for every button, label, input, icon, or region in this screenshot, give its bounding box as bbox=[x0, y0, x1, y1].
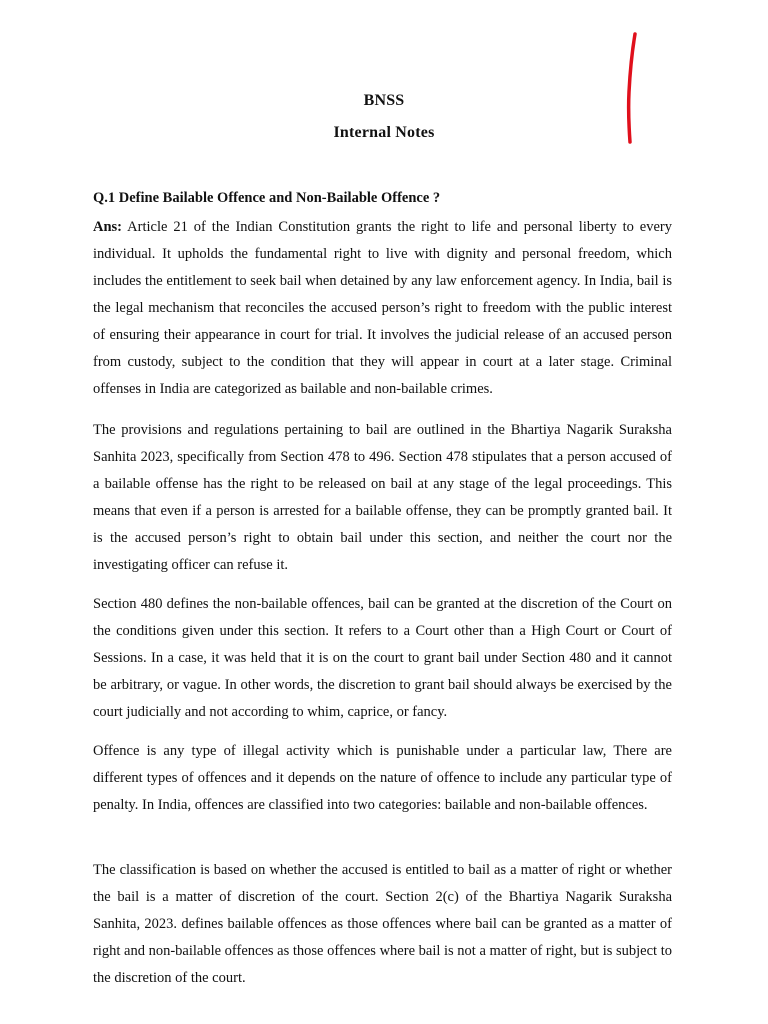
answer-paragraph-1-text: Article 21 of the Indian Constitution grants the right to life and personal liberty to every individual. It upholds the fundamental right to live with dignity and personal freedom, which includes the entitlement to seek bail when detained by any law enforcement agency. In India, bail is the legal mechanism that reconciles the accused person’s right to freedom with the public interest of ensuring their appearance in court for trial. It involves the judicial release of an accused person from custody, subject to the condition that they will appear in court at a later stage. Criminal offenses in India are categorized as bailable and non-bailable crimes. bbox=[93, 219, 672, 397]
document-title: BNSS bbox=[363, 92, 405, 109]
answer-paragraph-3: Section 480 defines the non-bailable offences, bail can be granted at the discretion of the Court on the conditions given under this section. It refers to a Court other than a High Court or Court of Sessions. In a case, it was held that it is on the court to grant bail under Section 480 and it cannot be arbitrary, or vague. In other words, the discretion to grant bail should always be exercised by the court judicially and not according to whim, caprice, or fancy. bbox=[93, 596, 672, 720]
answer-paragraph-5: The classification is based on whether the accused is entitled to bail as a matter of right or whether the bail is a matter of discretion of the court. Section 2(c) of the Bhartiya Nagarik Suraksha Sanhita, 2023. defines bailable offences as those offences where bail can be granted as a matter of right and non-bailable offences as those offences where bail is not a matter of right, but is subject to the discretion of the court. bbox=[93, 862, 672, 986]
answer-paragraph-1 bbox=[93, 214, 672, 403]
answer-paragraph-2: The provisions and regulations pertaining to bail are outlined in the Bhartiya Nagarik Suraksha Sanhita 2023, specifically from Section 478 to 496. Section 478 stipulates that a person accused of a bailable offense has the right to be released on bail at any stage of the legal proceedings. This means that even if a person is arrested for a bailable offense, they can be promptly granted bail. It is the accused person’s right to obtain bail under this section, and neither the court nor the investigating officer can refuse it. bbox=[93, 422, 672, 573]
question-heading: Q.1 Define Bailable Offence and Non-Bailable Offence ? bbox=[93, 190, 441, 206]
answer-paragraph-4: Offence is any type of illegal activity which is punishable under a particular law, There are different types of offences and it depends on the nature of offence to include any particular type of penalty. In India, offences are classified into two categories: bailable and non-bailable offences. bbox=[93, 743, 672, 813]
answer-label: Ans: bbox=[93, 219, 123, 235]
document-subtitle: Internal Notes bbox=[333, 124, 435, 141]
